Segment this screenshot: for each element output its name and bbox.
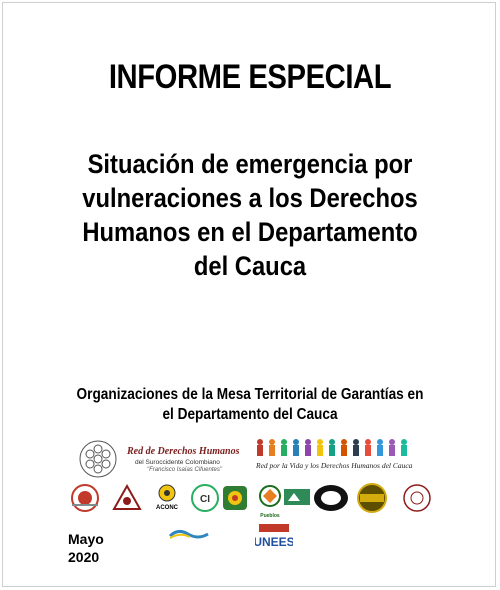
publication-date [68, 530, 104, 566]
document-title: INFORME ESPECIAL [108, 58, 392, 96]
red-ddhh-region: del Suroccidente Colombiano [135, 459, 220, 466]
indigenous-guard-logo [220, 483, 250, 513]
hexagon-network-icon [75, 437, 121, 481]
subtitle-line: Humanos en el Departamento [82, 217, 418, 247]
green-badge-logo [282, 483, 312, 513]
publication-year: 2020 [68, 549, 100, 565]
red-ddhh-namesake: "Francisco Isaías Cifuentes" [147, 467, 222, 473]
organizations-heading-line: el Departamento del Cauca [162, 406, 338, 423]
cric-logo [190, 483, 220, 513]
red-ddhh-name: Red de Derechos Humanos [127, 446, 240, 457]
unees-logo [255, 522, 293, 556]
red-derechos-humanos-logo [75, 437, 245, 481]
aconc-logo [152, 483, 182, 513]
triangle-emblem-logo [112, 483, 142, 513]
subtitle-line: Situación de emergencia por [87, 149, 413, 179]
unees-text: UNEES [255, 535, 293, 549]
publication-month: Mayo [68, 531, 104, 547]
subtitle-line: vulneraciones a los Derechos [82, 183, 418, 213]
svg-text:CI: CI [200, 494, 210, 505]
university-seal-logo [398, 483, 436, 513]
organizations-heading-line: Organizaciones de la Mesa Territorial de Garantías en [76, 386, 424, 403]
red-por-la-vida-logo [252, 437, 417, 475]
red-vida-caption: Red por la Vida y los Derechos Humanos del Cauca [256, 461, 413, 470]
organizations-heading [65, 385, 435, 425]
black-seal-logo [312, 483, 350, 513]
gold-seal-logo [352, 483, 392, 513]
people-row-icon [252, 437, 417, 459]
aconc-label: ACONC [156, 505, 178, 511]
document-subtitle [65, 147, 435, 283]
subtitle-line: del Cauca [193, 251, 307, 281]
organization-seal-logo [70, 483, 100, 513]
wave-emblem-logo [168, 527, 244, 545]
pueblos-label: Pueblos [260, 513, 280, 519]
